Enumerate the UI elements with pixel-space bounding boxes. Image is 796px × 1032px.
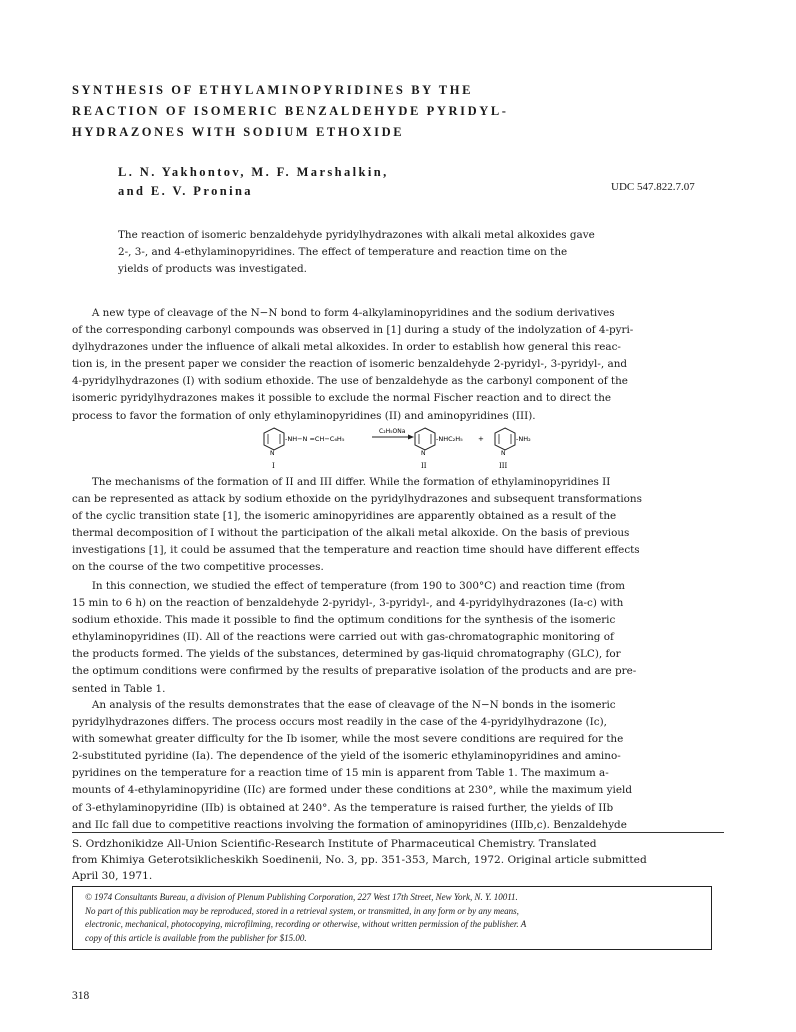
- reagent-label: C₂H₅ONa: [379, 428, 406, 435]
- text-line: thermal decomposition of I without the participation of the alkali metal alkoxide. On the basis of previous: [72, 527, 630, 540]
- compound-label-iii: III: [499, 462, 508, 470]
- text-line: of the corresponding carbonyl compounds was observed in [1] during a study of the indolyzation of 4-pyri-: [72, 324, 634, 337]
- title-line: SYNTHESIS OF ETHYLAMINOPYRIDINES BY THE: [72, 83, 474, 97]
- title-line: HYDRAZONES WITH SODIUM ETHOXIDE: [72, 125, 405, 139]
- abstract: [118, 227, 678, 278]
- reactant-substituent: -NH−N =CH−C₆H₅: [285, 435, 345, 443]
- text-line: sented in Table 1.: [72, 682, 166, 695]
- text-line: can be represented as attack by sodium ethoxide on the pyridylhydrazones and subsequent transformations: [72, 493, 642, 506]
- text-line: In this connection, we studied the effect of temperature (from 190 to 300°C) and reaction time (from: [72, 580, 625, 592]
- author-list: [118, 163, 448, 201]
- body-paragraph: [72, 474, 722, 577]
- text-line: pyridylhydrazones differs. The process occurs most readily in the case of the 4-pyridylhydrazone (Ic),: [72, 716, 607, 729]
- text-line: mounts of 4-ethylaminopyridine (IIc) are formed under these conditions at 230°, while the maximum yield: [72, 784, 633, 797]
- compound-label-i: I: [272, 462, 275, 470]
- body-paragraph: [72, 697, 722, 834]
- article-title: [72, 80, 632, 143]
- abstract-line: 2-, 3-, and 4-ethylaminopyridines. The effect of temperature and reaction time on the: [118, 246, 568, 258]
- compound-label-ii: II: [421, 462, 427, 470]
- text-line: ethylaminopyridines (II). All of the reactions were carried out with gas-chromatographic monitoring of: [72, 631, 614, 644]
- text-line: process to favor the formation of only ethylaminopyridines (II) and aminopyridines (III).: [72, 409, 536, 422]
- copyright-line: copy of this article is available from the publisher for $15.00.: [85, 932, 307, 943]
- text-line: investigations [1], it could be assumed that the temperature and reaction time should have different effects: [72, 544, 640, 557]
- copyright-line: © 1974 Consultants Bureau, a division of Plenum Publishing Corporation, 227 West 17th Street, New York, N. Y. 10011.: [85, 892, 518, 902]
- copyright-line: electronic, mechanical, photocopying, microfilming, recording or otherwise, without written permission of the publisher. A: [85, 919, 527, 929]
- ring-n-label: N: [501, 450, 506, 457]
- text-line: of the cyclic transition state [1], the isomeric aminopyridines are apparently obtained as a result of the: [72, 510, 617, 523]
- product-ii-pyridine-ring: [415, 428, 435, 450]
- text-line: sodium ethoxide. This made it possible to find the optimum conditions for the synthesis of the isomeric: [72, 614, 616, 627]
- page-number: 318: [72, 990, 90, 1002]
- author-line: and E. V. Pronina: [118, 184, 253, 198]
- text-line: with somewhat greater difficulty for the Ib isomer, while the most severe conditions are required for the: [72, 733, 624, 746]
- text-line: of 3-ethylaminopyridine (IIb) is obtained at 240°. As the temperature is raised further, the yields of IIb: [72, 801, 614, 814]
- reactant-pyridine-ring: [264, 428, 284, 450]
- author-line: L. N. Yakhontov, M. F. Marshalkin,: [118, 165, 389, 179]
- reaction-scheme: [258, 424, 558, 470]
- product-iii-pyridine-ring: [495, 428, 515, 450]
- ring-n-label: N: [421, 450, 426, 457]
- text-line: 4-pyridylhydrazones (I) with sodium ethoxide. The use of benzaldehyde as the carbonyl component of the: [72, 375, 628, 388]
- ring-n-label: N: [270, 450, 275, 457]
- text-line: 15 min to 6 h) on the reaction of benzaldehyde 2-pyridyl-, 3-pyridyl-, and 4-pyridylhydrazones (Ia-c) with: [72, 597, 624, 610]
- text-line: the optimum conditions were confirmed by the results of preparative isolation of the products and are pre-: [72, 665, 637, 678]
- text-line: An analysis of the results demonstrates that the ease of cleavage of the N−N bonds in the isomeric: [72, 699, 616, 711]
- product-iii-substituent: -NH₂: [516, 435, 531, 443]
- affiliation-footnote: [72, 836, 724, 884]
- product-ii-substituent: -NHC₂H₅: [436, 435, 463, 443]
- footnote-line: April 30, 1971.: [72, 870, 153, 882]
- body-paragraph: [72, 578, 722, 698]
- text-line: The mechanisms of the formation of II and III differ. While the formation of ethylaminopyridines II: [72, 476, 611, 488]
- footnote-line: from Khimiya Geterotsiklicheskikh Soedinenii, No. 3, pp. 351-353, March, 1972. Original article submitted: [72, 854, 647, 866]
- text-line: isomeric pyridylhydrazones makes it possible to exclude the normal Fischer reaction and to direct the: [72, 392, 612, 405]
- footnote-line: S. Ordzhonikidze All-Union Scientific-Research Institute of Pharmaceutical Chemistry. Translated: [72, 838, 597, 850]
- text-line: on the course of the two competitive processes.: [72, 561, 324, 574]
- text-line: 2-substituted pyridine (Ia). The dependence of the yield of the isomeric ethylaminopyridines and amino-: [72, 750, 621, 763]
- text-line: A new type of cleavage of the N−N bond to form 4-alkylaminopyridines and the sodium derivatives: [72, 307, 615, 319]
- abstract-line: The reaction of isomeric benzaldehyde pyridylhydrazones with alkali metal alkoxides gave: [118, 229, 595, 241]
- text-line: tion is, in the present paper we consider the reaction of isomeric benzaldehyde 2-pyridyl-, 3-pyridyl-, and: [72, 358, 628, 371]
- copyright-box: [72, 886, 712, 950]
- udc-code: UDC 547.822.7.07: [611, 181, 695, 193]
- text-line: pyridines on the temperature for a reaction time of 15 min is apparent from Table 1. The maximum a-: [72, 767, 609, 780]
- arrow-head-icon: [408, 435, 414, 440]
- text-line: dylhydrazones under the influence of alkali metal alkoxides. In order to establish how general this reac-: [72, 341, 621, 354]
- abstract-line: yields of products was investigated.: [118, 263, 307, 275]
- plus-sign: +: [478, 435, 484, 443]
- footnote-divider: [72, 832, 724, 833]
- body-paragraph: [72, 305, 722, 425]
- text-line: the products formed. The yields of the substances, determined by gas-liquid chromatography (GLC), for: [72, 648, 621, 661]
- copyright-line: No part of this publication may be reproduced, stored in a retrieval system, or transmitted, in any form or by any means,: [85, 905, 519, 916]
- text-line: and IIc fall due to competitive reactions involving the formation of aminopyridines (IIIb,c). Benzaldehyde: [72, 818, 627, 831]
- title-line: REACTION OF ISOMERIC BENZALDEHYDE PYRIDYL-: [72, 104, 509, 118]
